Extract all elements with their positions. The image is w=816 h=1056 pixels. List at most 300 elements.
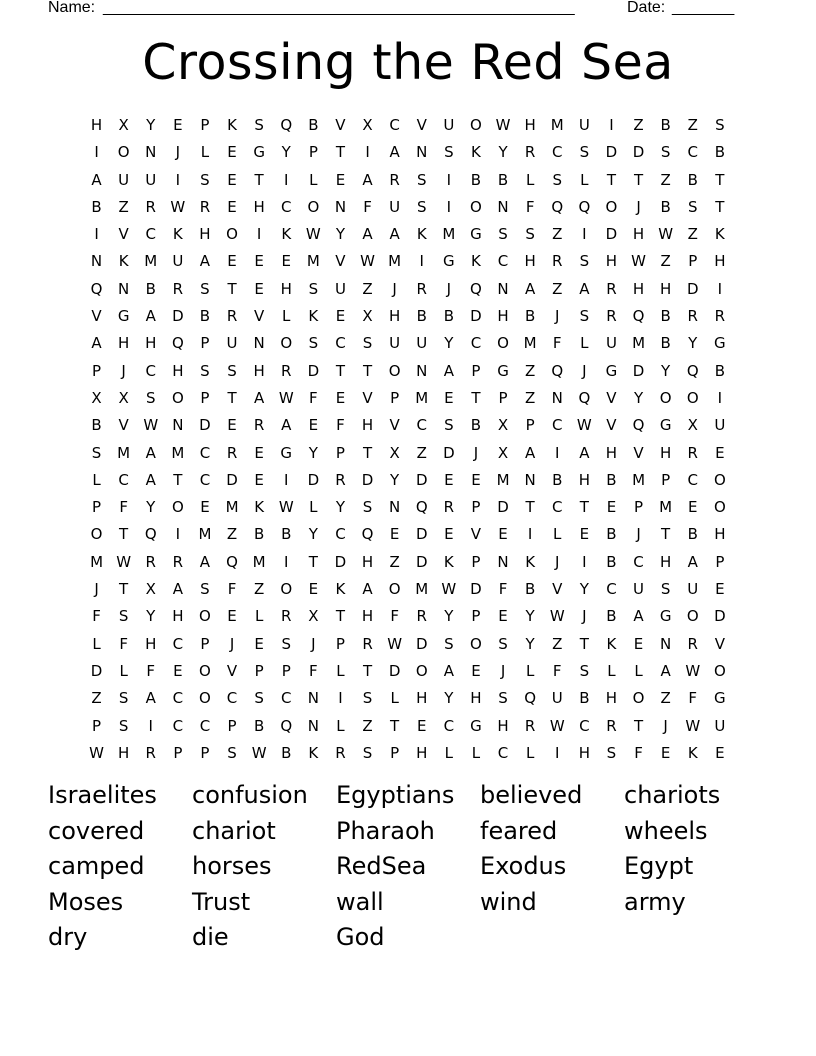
grid-letter[interactable]: S [687, 197, 698, 216]
grid-letter[interactable]: B [660, 116, 671, 134]
grid-letter[interactable]: E [579, 525, 590, 544]
grid-letter[interactable]: N [334, 197, 347, 216]
grid-letter[interactable]: W [685, 661, 701, 680]
grid-letter[interactable]: S [552, 170, 562, 189]
grid-letter[interactable]: A [91, 334, 102, 353]
grid-letter[interactable]: G [714, 334, 726, 353]
grid-letter[interactable]: Y [525, 607, 535, 626]
grid-letter[interactable]: E [335, 170, 346, 189]
grid-letter[interactable]: Z [660, 689, 671, 708]
grid-letter[interactable]: V [91, 307, 102, 326]
grid-letter[interactable]: A [254, 388, 265, 407]
grid-letter[interactable]: B [416, 307, 427, 326]
grid-letter[interactable]: D [470, 580, 482, 599]
grid-letter[interactable]: V [416, 116, 427, 134]
grid-letter[interactable]: C [226, 689, 238, 708]
grid-letter[interactable]: B [199, 307, 211, 326]
grid-letter[interactable]: S [281, 634, 291, 653]
grid-letter[interactable]: F [634, 743, 643, 762]
grid-letter[interactable]: C [145, 361, 156, 380]
grid-letter[interactable]: F [119, 498, 128, 517]
grid-letter[interactable]: L [525, 170, 535, 189]
grid-letter[interactable]: P [92, 716, 102, 735]
grid-letter[interactable]: J [121, 361, 126, 380]
grid-letter[interactable]: S [91, 443, 102, 462]
grid-letter[interactable]: H [470, 689, 482, 708]
grid-letter[interactable]: F [309, 388, 318, 407]
grid-letter[interactable]: D [90, 661, 103, 680]
grid-letter[interactable]: S [660, 580, 671, 599]
grid-letter[interactable]: L [92, 470, 101, 489]
grid-letter[interactable]: W [278, 498, 294, 517]
grid-letter[interactable]: U [334, 279, 346, 298]
grid-letter[interactable]: A [145, 470, 156, 489]
grid-letter[interactable]: Z [118, 197, 129, 216]
grid-letter[interactable]: T [661, 525, 671, 544]
grid-letter[interactable]: H [497, 716, 509, 735]
grid-letter[interactable]: R [281, 607, 292, 626]
grid-letter[interactable]: P [335, 443, 345, 462]
grid-letter[interactable]: S [498, 689, 508, 708]
grid-letter[interactable]: E [471, 661, 481, 680]
grid-letter[interactable]: B [253, 716, 265, 735]
grid-letter[interactable]: R [687, 443, 698, 462]
grid-letter[interactable]: W [495, 116, 511, 134]
grid-letter[interactable]: L [119, 661, 128, 680]
grid-letter[interactable]: V [606, 388, 617, 407]
grid-letter[interactable]: P [227, 716, 237, 735]
grid-letter[interactable]: C [280, 197, 292, 216]
grid-letter[interactable]: A [362, 225, 373, 244]
grid-letter[interactable]: T [362, 361, 373, 380]
grid-letter[interactable]: Q [280, 716, 293, 735]
grid-letter[interactable]: P [281, 661, 291, 680]
grid-letter[interactable]: I [717, 388, 723, 407]
grid-letter[interactable]: R [145, 552, 156, 571]
grid-letter[interactable]: A [579, 443, 590, 462]
grid-letter[interactable]: W [685, 716, 701, 735]
grid-letter[interactable]: N [172, 416, 184, 435]
grid-letter[interactable]: M [632, 334, 646, 353]
grid-letter[interactable]: O [686, 607, 699, 626]
grid-letter[interactable]: I [419, 252, 424, 271]
grid-letter[interactable]: A [145, 307, 156, 326]
grid-letter[interactable]: O [470, 197, 482, 216]
grid-letter[interactable]: S [362, 743, 373, 762]
grid-letter[interactable]: D [307, 470, 320, 489]
grid-letter[interactable]: K [118, 252, 129, 271]
grid-letter[interactable]: B [606, 470, 617, 489]
grid-letter[interactable]: Y [633, 388, 644, 407]
grid-letter[interactable]: A [660, 661, 671, 680]
grid-letter[interactable]: P [525, 416, 535, 435]
grid-letter[interactable]: U [714, 716, 726, 735]
grid-letter[interactable]: U [389, 334, 401, 353]
grid-letter[interactable]: P [390, 743, 400, 762]
grid-letter[interactable]: Q [578, 197, 591, 216]
grid-letter[interactable]: U [145, 170, 157, 189]
grid-letter[interactable]: N [118, 279, 130, 298]
grid-letter[interactable]: A [145, 443, 156, 462]
grid-letter[interactable]: E [715, 580, 725, 599]
grid-letter[interactable]: R [226, 443, 238, 462]
grid-letter[interactable]: H [714, 252, 726, 271]
grid-letter[interactable]: E [335, 307, 346, 326]
grid-letter[interactable]: S [254, 689, 264, 708]
grid-letter[interactable]: H [660, 552, 672, 571]
grid-letter[interactable]: Z [254, 580, 265, 599]
grid-letter[interactable]: O [90, 525, 103, 544]
grid-letter[interactable]: J [175, 143, 181, 162]
grid-letter[interactable]: X [91, 388, 102, 407]
grid-letter[interactable]: L [254, 607, 264, 626]
grid-letter[interactable]: Z [633, 116, 644, 134]
grid-letter[interactable]: R [524, 716, 536, 735]
grid-letter[interactable]: T [119, 580, 129, 599]
grid-letter[interactable]: G [117, 307, 130, 326]
grid-letter[interactable]: I [555, 743, 560, 762]
grid-letter[interactable]: P [254, 661, 264, 680]
grid-letter[interactable]: L [200, 143, 210, 162]
grid-letter[interactable]: M [198, 525, 212, 544]
grid-letter[interactable]: D [470, 307, 482, 326]
grid-letter[interactable]: L [607, 661, 616, 680]
grid-letter[interactable]: H [524, 116, 536, 134]
grid-letter[interactable]: H [145, 334, 157, 353]
grid-letter[interactable]: Q [415, 498, 428, 517]
grid-letter[interactable]: S [200, 580, 210, 599]
grid-letter[interactable]: E [254, 279, 264, 298]
grid-letter[interactable]: D [415, 470, 428, 489]
grid-letter[interactable]: C [687, 143, 698, 162]
grid-letter[interactable]: S [308, 334, 319, 353]
grid-letter[interactable]: H [199, 225, 211, 244]
grid-letter[interactable]: T [633, 716, 644, 735]
grid-letter[interactable]: Z [552, 634, 563, 653]
name-field[interactable]: _____________________________________________________ [103, 0, 575, 16]
grid-letter[interactable]: Y [146, 498, 156, 517]
grid-letter[interactable]: V [389, 416, 400, 435]
grid-letter[interactable]: O [713, 470, 726, 489]
grid-letter[interactable]: P [634, 498, 644, 517]
grid-letter[interactable]: H [416, 743, 428, 762]
grid-letter[interactable]: K [471, 143, 481, 162]
grid-letter[interactable]: C [470, 334, 482, 353]
grid-letter[interactable]: A [91, 170, 102, 189]
grid-letter[interactable]: R [199, 197, 211, 216]
grid-letter[interactable]: R [524, 143, 536, 162]
grid-letter[interactable]: S [579, 307, 590, 326]
grid-letter[interactable]: P [471, 498, 481, 517]
grid-letter[interactable]: A [525, 443, 536, 462]
grid-letter[interactable]: S [444, 143, 454, 162]
grid-letter[interactable]: E [173, 116, 183, 134]
grid-letter[interactable]: M [632, 470, 646, 489]
grid-letter[interactable]: K [525, 552, 536, 571]
grid-letter[interactable]: D [307, 361, 320, 380]
grid-letter[interactable]: N [497, 197, 509, 216]
grid-letter[interactable]: E [444, 388, 454, 407]
grid-letter[interactable]: P [200, 743, 210, 762]
grid-letter[interactable]: F [498, 580, 508, 599]
grid-letter[interactable]: Q [632, 307, 645, 326]
grid-letter[interactable]: S [525, 225, 535, 244]
grid-letter[interactable]: V [254, 307, 265, 326]
grid-letter[interactable]: U [226, 334, 238, 353]
grid-letter[interactable]: I [284, 552, 289, 571]
grid-letter[interactable]: P [200, 634, 210, 653]
grid-letter[interactable]: Y [498, 143, 508, 162]
grid-letter[interactable]: F [146, 661, 156, 680]
grid-letter[interactable]: B [308, 116, 319, 134]
grid-letter[interactable]: W [170, 197, 186, 216]
grid-letter[interactable]: Y [335, 225, 346, 244]
grid-letter[interactable]: L [282, 307, 291, 326]
grid-letter[interactable]: H [361, 552, 374, 571]
grid-letter[interactable]: C [335, 334, 346, 353]
grid-letter[interactable]: R [443, 498, 455, 517]
grid-letter[interactable]: D [605, 225, 618, 244]
grid-letter[interactable]: E [227, 416, 237, 435]
grid-letter[interactable]: I [582, 225, 587, 244]
grid-letter[interactable]: Q [280, 116, 293, 134]
grid-letter[interactable]: W [441, 580, 457, 599]
grid-letter[interactable]: X [497, 443, 509, 462]
grid-letter[interactable]: B [606, 525, 617, 544]
grid-letter[interactable]: Y [146, 116, 156, 134]
grid-letter[interactable]: K [714, 225, 725, 244]
grid-letter[interactable]: P [92, 361, 102, 380]
grid-letter[interactable]: Z [552, 225, 563, 244]
grid-letter[interactable]: D [415, 552, 428, 571]
grid-letter[interactable]: L [553, 525, 562, 544]
grid-letter[interactable]: C [551, 498, 563, 517]
grid-letter[interactable]: F [92, 607, 101, 626]
grid-letter[interactable]: I [284, 470, 289, 489]
grid-letter[interactable]: F [309, 661, 318, 680]
grid-letter[interactable]: U [389, 197, 401, 216]
grid-letter[interactable]: L [309, 498, 318, 517]
grid-letter[interactable]: S [362, 689, 373, 708]
grid-letter[interactable]: W [305, 225, 321, 244]
grid-letter[interactable]: U [578, 116, 590, 134]
grid-letter[interactable]: T [715, 197, 725, 216]
grid-letter[interactable]: K [335, 580, 346, 599]
grid-letter[interactable]: R [687, 634, 698, 653]
grid-letter[interactable]: Q [551, 361, 564, 380]
grid-letter[interactable]: E [227, 143, 237, 162]
grid-letter[interactable]: A [579, 279, 590, 298]
grid-letter[interactable]: V [362, 388, 373, 407]
grid-letter[interactable]: K [281, 225, 292, 244]
grid-letter[interactable]: G [470, 716, 482, 735]
grid-letter[interactable]: A [443, 661, 454, 680]
grid-letter[interactable]: I [582, 552, 587, 571]
grid-letter[interactable]: E [444, 470, 454, 489]
grid-letter[interactable]: T [335, 607, 346, 626]
grid-letter[interactable]: C [687, 470, 698, 489]
grid-letter[interactable]: Z [416, 443, 427, 462]
grid-letter[interactable]: L [580, 170, 589, 189]
grid-letter[interactable]: Y [579, 580, 589, 599]
grid-letter[interactable]: Z [389, 552, 400, 571]
grid-letter[interactable]: D [686, 279, 699, 298]
grid-letter[interactable]: N [90, 252, 103, 271]
grid-letter[interactable]: L [309, 170, 318, 189]
grid-letter[interactable]: N [416, 143, 428, 162]
grid-letter[interactable]: A [145, 689, 156, 708]
grid-letter[interactable]: W [89, 743, 104, 762]
grid-letter[interactable]: Q [361, 525, 374, 544]
grid-letter[interactable]: N [551, 388, 563, 407]
grid-letter[interactable]: C [551, 143, 563, 162]
grid-letter[interactable]: O [117, 143, 130, 162]
grid-letter[interactable]: K [416, 225, 427, 244]
grid-letter[interactable]: N [497, 279, 509, 298]
grid-letter[interactable]: B [91, 416, 102, 435]
grid-letter[interactable]: D [443, 443, 455, 462]
grid-letter[interactable]: L [525, 743, 535, 762]
grid-letter[interactable]: H [660, 279, 672, 298]
grid-letter[interactable]: C [335, 525, 346, 544]
grid-letter[interactable]: J [555, 552, 560, 571]
grid-letter[interactable]: C [551, 416, 563, 435]
grid-letter[interactable]: O [632, 689, 645, 708]
grid-letter[interactable]: H [361, 607, 374, 626]
grid-letter[interactable]: B [145, 279, 156, 298]
grid-letter[interactable]: Y [444, 689, 454, 708]
grid-letter[interactable]: O [171, 498, 184, 517]
grid-letter[interactable]: F [552, 334, 562, 353]
grid-letter[interactable]: P [661, 470, 671, 489]
grid-letter[interactable]: U [416, 334, 428, 353]
grid-letter[interactable]: C [497, 252, 509, 271]
grid-letter[interactable]: E [633, 634, 644, 653]
grid-letter[interactable]: S [416, 170, 427, 189]
grid-letter[interactable]: U [605, 334, 617, 353]
grid-letter[interactable]: B [714, 361, 725, 380]
grid-letter[interactable]: P [471, 607, 481, 626]
grid-letter[interactable]: T [606, 170, 617, 189]
grid-letter[interactable]: C [606, 580, 617, 599]
grid-letter[interactable]: S [444, 416, 454, 435]
grid-letter[interactable]: H [145, 634, 157, 653]
grid-letter[interactable]: R [172, 552, 184, 571]
grid-letter[interactable]: P [200, 116, 210, 134]
grid-letter[interactable]: D [388, 661, 401, 680]
grid-letter[interactable]: R [253, 416, 265, 435]
grid-letter[interactable]: K [606, 634, 617, 653]
grid-letter[interactable]: B [281, 743, 292, 762]
grid-letter[interactable]: O [713, 498, 726, 517]
grid-letter[interactable]: W [143, 416, 159, 435]
grid-letter[interactable]: J [446, 279, 452, 298]
grid-letter[interactable]: M [388, 252, 402, 271]
grid-letter[interactable]: E [308, 416, 319, 435]
grid-letter[interactable]: E [416, 716, 427, 735]
grid-letter[interactable]: P [200, 388, 210, 407]
grid-letter[interactable]: U [714, 416, 726, 435]
grid-letter[interactable]: H [632, 225, 645, 244]
grid-letter[interactable]: J [582, 607, 587, 626]
grid-letter[interactable]: G [659, 607, 672, 626]
grid-letter[interactable]: S [118, 716, 129, 735]
grid-letter[interactable]: Z [91, 689, 102, 708]
grid-letter[interactable]: K [172, 225, 183, 244]
grid-letter[interactable]: U [118, 170, 130, 189]
grid-letter[interactable]: Y [444, 334, 454, 353]
grid-letter[interactable]: R [687, 307, 698, 326]
grid-letter[interactable]: N [660, 634, 672, 653]
grid-letter[interactable]: P [200, 334, 210, 353]
grid-letter[interactable]: W [116, 552, 132, 571]
grid-letter[interactable]: O [199, 607, 211, 626]
grid-letter[interactable]: H [605, 252, 618, 271]
grid-letter[interactable]: Q [524, 689, 537, 708]
grid-letter[interactable]: V [118, 416, 129, 435]
grid-letter[interactable]: Q [578, 388, 591, 407]
grid-letter[interactable]: A [281, 416, 292, 435]
grid-letter[interactable]: S [660, 143, 671, 162]
grid-letter[interactable]: B [470, 170, 482, 189]
grid-letter[interactable]: K [308, 307, 319, 326]
grid-letter[interactable]: I [256, 225, 262, 244]
grid-letter[interactable]: H [497, 307, 509, 326]
grid-letter[interactable]: Z [687, 116, 698, 134]
grid-letter[interactable]: U [687, 580, 699, 599]
grid-letter[interactable]: V [335, 252, 346, 271]
grid-letter[interactable]: T [119, 525, 129, 544]
grid-letter[interactable]: A [199, 552, 211, 571]
grid-letter[interactable]: P [471, 552, 481, 571]
grid-letter[interactable]: F [390, 607, 399, 626]
grid-letter[interactable]: B [579, 689, 590, 708]
grid-letter[interactable]: Q [144, 525, 157, 544]
grid-letter[interactable]: W [549, 716, 565, 735]
grid-letter[interactable]: S [118, 689, 129, 708]
grid-letter[interactable]: O [415, 661, 428, 680]
grid-letter[interactable]: S [416, 197, 427, 216]
grid-letter[interactable]: B [660, 197, 671, 216]
grid-letter[interactable]: R [416, 279, 427, 298]
grid-letter[interactable]: M [117, 443, 131, 462]
grid-letter[interactable]: K [308, 743, 319, 762]
grid-letter[interactable]: E [254, 470, 264, 489]
grid-letter[interactable]: O [470, 634, 482, 653]
grid-letter[interactable]: M [415, 580, 429, 599]
grid-letter[interactable]: O [307, 197, 320, 216]
grid-letter[interactable]: C [633, 552, 644, 571]
grid-letter[interactable]: N [416, 361, 428, 380]
grid-letter[interactable]: X [497, 416, 509, 435]
grid-letter[interactable]: T [227, 279, 237, 298]
grid-letter[interactable]: L [471, 743, 481, 762]
grid-letter[interactable]: J [636, 197, 641, 216]
grid-letter[interactable]: M [306, 252, 320, 271]
grid-letter[interactable]: U [551, 689, 563, 708]
grid-letter[interactable]: X [362, 116, 373, 134]
grid-letter[interactable]: E [227, 607, 237, 626]
grid-letter[interactable]: V [470, 525, 482, 544]
grid-letter[interactable]: E [308, 580, 319, 599]
grid-letter[interactable]: Z [687, 225, 698, 244]
grid-letter[interactable]: W [631, 252, 646, 271]
grid-letter[interactable]: Q [90, 279, 103, 298]
grid-letter[interactable]: S [579, 661, 590, 680]
grid-letter[interactable]: P [173, 743, 183, 762]
grid-letter[interactable]: R [362, 634, 373, 653]
grid-letter[interactable]: S [200, 170, 210, 189]
